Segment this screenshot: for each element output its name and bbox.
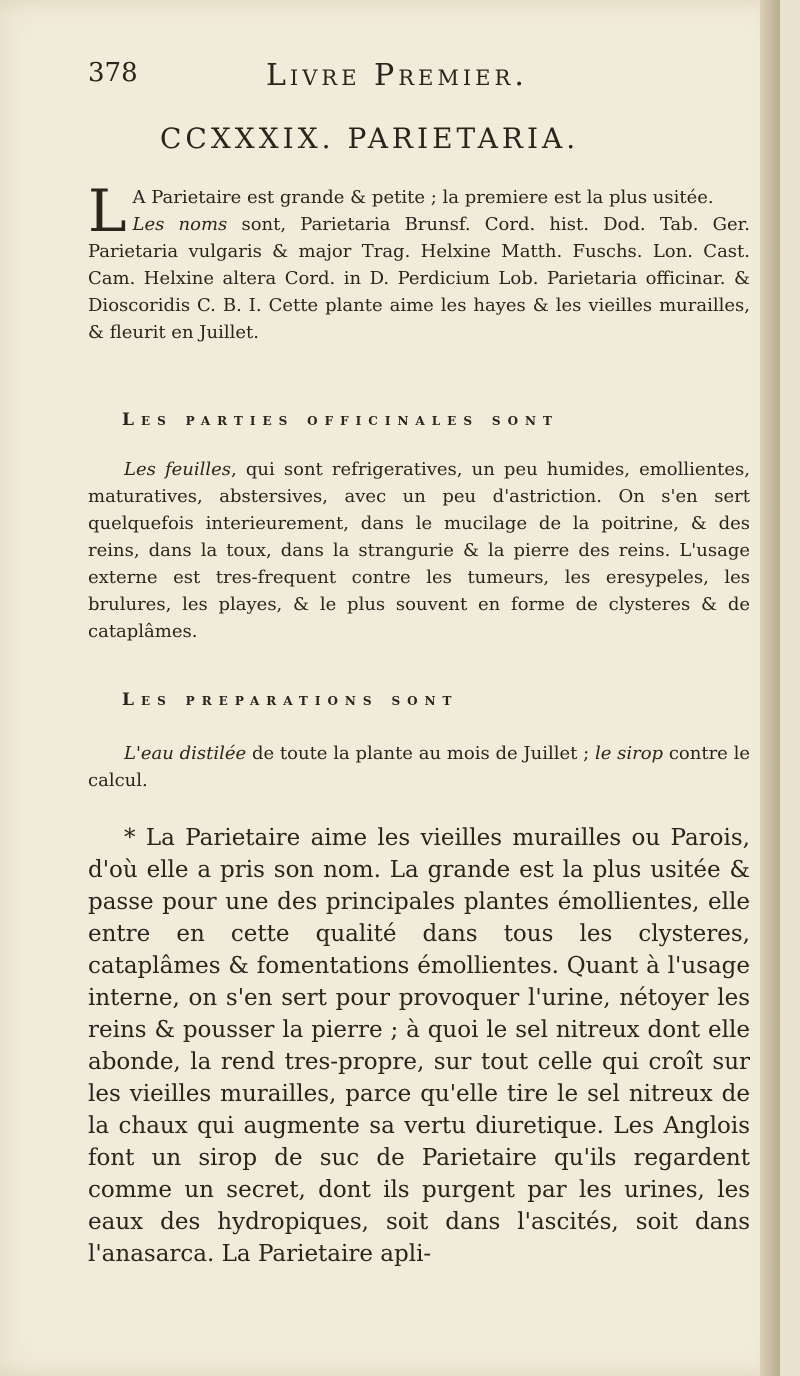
preparations-text-1: de toute la plante au mois de Juillet ; xyxy=(246,743,595,764)
section-heading-parts: Les parties officinales sont xyxy=(122,410,559,430)
commentary-text: * La Parietaire aime les vieilles murailles ou Parois, d'où elle a pris son nom. La grande est la plus usitée & passe pour une des principales plantes émollientes, elle entre en cette qualité dans tous les clysteres, cataplâmes & fomentations émollientes. Quant à l'usage interne, on s'en sert pour provoquer l'urine, nétoyer les reins & pousser la pierre ; à quoi le sel nitreux dont elle abonde, la rend tres-propre, sur tout celle qui croît sur les vieilles murailles, parce qu'elle tire le sel nitreux de la chaux qui augmente sa vertu diuretique. Les Anglois font un sirop de suc de Parietaire qu'ils regardent comme un secret, dont ils purgent par les urines, les eaux des hydropiques, soit dans l'ascités, soit dans l'anasarca. La Parietaire apli- xyxy=(88,825,750,1267)
page-number: 378 xyxy=(88,58,138,88)
parts-paragraph xyxy=(88,456,750,645)
page-edge xyxy=(760,0,780,1376)
commentary-paragraph xyxy=(88,822,750,1270)
syrup-label: le sirop xyxy=(594,743,664,764)
distilled-water-label: L'eau distilée xyxy=(124,743,247,764)
names-label: Les noms xyxy=(132,214,228,235)
preparations-paragraph xyxy=(88,740,750,794)
page-header xyxy=(88,58,738,98)
drop-cap: L xyxy=(88,177,127,245)
chapter-title: CCXXXIX. PARIETARIA. xyxy=(160,122,580,155)
intro-text: A Parietaire est grande & petite ; la premiere est la plus usitée. xyxy=(132,187,714,208)
section-heading-preparations: Les preparations sont xyxy=(122,690,459,710)
leaves-label: Les feuilles xyxy=(124,459,232,480)
names-text: sont, Parietaria Brunsf. Cord. hist. Dod. Tab. Ger. Parietaria vulgaris & major Trag. Helxine Matth. Fuschs. Lon. Cast. Cam. Helxine altera Cord. in D. Perdicium Lob. Parietaria officinar. & Dioscoridis C. B. I. Cette plante aime les hayes & les vieilles murailles, & fleurit en Juillet. xyxy=(88,214,750,343)
intro-paragraph xyxy=(88,177,750,346)
preparations-text-2: contre le calcul. xyxy=(88,743,751,791)
running-head: Livre Premier. xyxy=(266,58,528,93)
parts-text: , qui sont refrigeratives, un peu humides, emollientes, maturatives, abstersives, avec un peu d'astriction. On s'en sert quelquefois interieurement, dans le mucilage de la poitrine, & des reins, dans la toux, dans la strangurie & la pierre des reins. L'usage externe est tres-frequent contre les tumeurs, les eresypeles, les brulures, les playes, & le plus souvent en forme de clysteres & de cataplâmes. xyxy=(88,459,750,642)
